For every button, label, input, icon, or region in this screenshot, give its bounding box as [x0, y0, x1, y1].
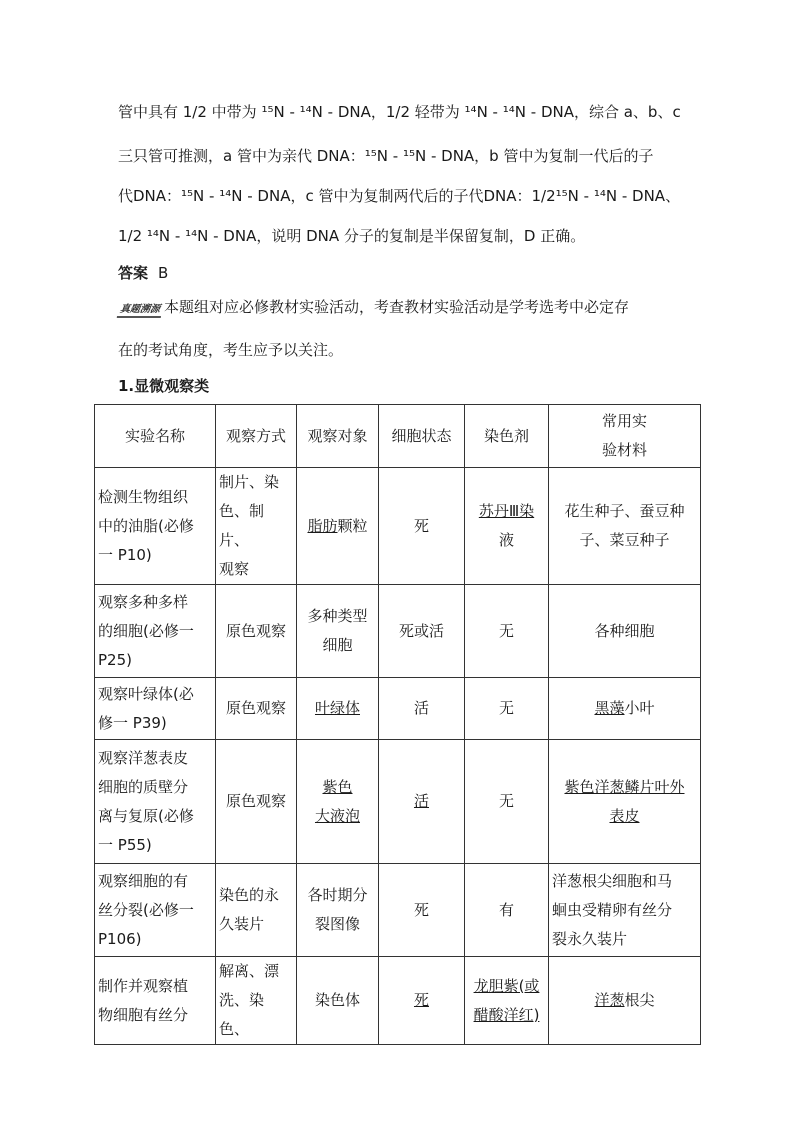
cell-state: 死: [379, 957, 465, 1045]
cell-line: 苏丹Ⅲ染: [478, 502, 535, 520]
cell-text: 根尖: [624, 991, 655, 1009]
cell-line: P25): [98, 650, 132, 669]
header-stain: 染色剂: [465, 405, 549, 468]
underlined-term: 洋葱: [594, 991, 625, 1009]
cell-line: 丝分裂(必修一: [98, 900, 194, 919]
cell-state: 活: [379, 678, 465, 740]
cell-line: P106): [98, 929, 142, 948]
cell-line: 细胞: [322, 636, 353, 654]
cell-material: [549, 678, 701, 740]
cell-line: 龙胆紫(或: [473, 976, 540, 995]
cell-line: 液: [498, 531, 514, 549]
cell-name: [95, 585, 216, 678]
cell-stain: 有: [465, 864, 549, 957]
source-note-line-2: 在的考试角度，考生应予以关注。: [118, 341, 344, 359]
cell-object: [297, 740, 379, 864]
paragraph-line-4: 1/2 ¹⁴N - ¹⁴N - DNA，说明 DNA 分子的复制是半保留复制，D 正确。: [118, 227, 586, 245]
header-object: 观察对象: [297, 405, 379, 468]
cell-line: 蛔虫受精卵有丝分: [552, 900, 673, 919]
section-title: 1.显微观察类: [118, 377, 210, 395]
table-row: [95, 585, 701, 678]
cell-object: [297, 468, 379, 585]
cell-method: 原色观察: [216, 740, 297, 864]
cell-line: 紫色: [322, 777, 353, 796]
cell-object: 染色体: [297, 957, 379, 1045]
cell-line: 制作并观察植: [98, 976, 189, 995]
table-row: [95, 740, 701, 864]
cell-line: 离与复原(必修: [98, 806, 194, 825]
cell-material: 各种细胞: [549, 585, 701, 678]
header-state: 细胞状态: [379, 405, 465, 468]
table-row: [95, 468, 701, 585]
paragraph-line-3: 代DNA：¹⁵N - ¹⁴N - DNA，c 管中为复制两代后的子代DNA：1/2¹⁵N - ¹⁴N - DNA、: [118, 187, 681, 205]
cell-line: 一 P55): [98, 835, 152, 854]
cell-object: [297, 864, 379, 957]
cell-method: [216, 957, 297, 1045]
cell-line: 修一 P39): [98, 713, 167, 732]
cell-name: [95, 740, 216, 864]
experiment-table: [94, 404, 701, 1045]
cell-line: 中的油脂(必修: [98, 516, 194, 535]
cell-line: 观察: [219, 560, 250, 578]
cell-name: [95, 678, 216, 740]
cell-stain: [465, 957, 549, 1045]
cell-line: 醋酸洋红): [473, 1005, 540, 1024]
paragraph-line-1: 管中具有 1/2 中带为 ¹⁵N - ¹⁴N - DNA，1/2 轻带为 ¹⁴N - ¹⁴N - DNA，综合 a、b、c: [118, 103, 681, 121]
header-material: [549, 405, 701, 468]
paragraph-line-2: 三只管可推测，a 管中为亲代 DNA：¹⁵N - ¹⁵N - DNA，b 管中为复制一代后的子: [118, 147, 654, 165]
cell-line: 洋葱根尖细胞和马: [552, 871, 673, 890]
cell-line: 久装片: [219, 915, 265, 933]
cell-stain: 无: [465, 585, 549, 678]
table-row: [95, 678, 701, 740]
cell-line: 各时期分: [307, 886, 368, 904]
cell-state: 死: [379, 468, 465, 585]
cell-material: [549, 468, 701, 585]
cell-line: 紫色洋葱鳞片叶外: [564, 777, 685, 796]
header-material-line-2: 验材料: [601, 441, 647, 459]
cell-line: 裂永久装片: [552, 929, 628, 948]
cell-line: 多种类型: [307, 607, 368, 625]
cell-material: [549, 957, 701, 1045]
source-tag-badge: 真题溯源: [117, 300, 164, 318]
cell-name: [95, 468, 216, 585]
cell-method: 原色观察: [216, 585, 297, 678]
cell-line: 检测生物组织: [98, 487, 189, 506]
cell-line: 观察洋葱表皮: [98, 748, 189, 767]
cell-stain: [465, 468, 549, 585]
cell-line: 色、制片、: [219, 502, 265, 549]
underlined-term: 脂肪: [307, 516, 338, 535]
table-header-row: [95, 405, 701, 468]
cell-stain: 无: [465, 678, 549, 740]
answer: [118, 262, 168, 283]
cell-line: 洗、染色、: [219, 991, 265, 1038]
cell-text: 颗粒: [337, 516, 368, 535]
table-row: [95, 957, 701, 1045]
source-note-line-1: [118, 296, 629, 318]
cell-material: [549, 864, 701, 957]
cell-line: 表皮: [609, 806, 640, 825]
cell-line: 染色的永: [219, 886, 280, 904]
cell-object: 叶绿体: [297, 678, 379, 740]
cell-method: [216, 468, 297, 585]
cell-line: 观察细胞的有: [98, 871, 189, 890]
cell-line: 观察多种多样: [98, 592, 189, 611]
cell-state: 死: [379, 864, 465, 957]
cell-line: 裂图像: [314, 915, 360, 933]
cell-material: [549, 740, 701, 864]
answer-label: 答案: [118, 264, 149, 282]
cell-method: [216, 864, 297, 957]
cell-text: 小叶: [624, 699, 655, 717]
cell-state: 活: [379, 740, 465, 864]
cell-line: 大液泡: [314, 806, 360, 825]
header-material-line-1: 常用实: [601, 412, 647, 430]
cell-line: 解离、漂: [219, 962, 280, 980]
cell-line: 的细胞(必修一: [98, 621, 194, 640]
underlined-term: 黑藻: [594, 699, 625, 717]
table-row: [95, 864, 701, 957]
cell-line: 子、菜豆种子: [579, 531, 670, 549]
cell-line: 细胞的质壁分: [98, 777, 189, 796]
cell-line: 观察叶绿体(必: [98, 684, 194, 703]
header-name: 实验名称: [95, 405, 216, 468]
cell-name: [95, 864, 216, 957]
cell-line: 物细胞有丝分: [98, 1005, 189, 1024]
answer-value: B: [158, 264, 169, 282]
cell-stain: 无: [465, 740, 549, 864]
cell-line: 制片、染: [219, 473, 280, 491]
cell-name: [95, 957, 216, 1045]
cell-object: [297, 585, 379, 678]
source-text-1: 本题组对应必修教材实验活动，考查教材实验活动是学考选考中必定存: [164, 298, 630, 316]
cell-line: 一 P10): [98, 545, 152, 564]
header-method: 观察方式: [216, 405, 297, 468]
cell-line: 花生种子、蚕豆种: [564, 502, 685, 520]
cell-state: 死或活: [379, 585, 465, 678]
cell-method: 原色观察: [216, 678, 297, 740]
